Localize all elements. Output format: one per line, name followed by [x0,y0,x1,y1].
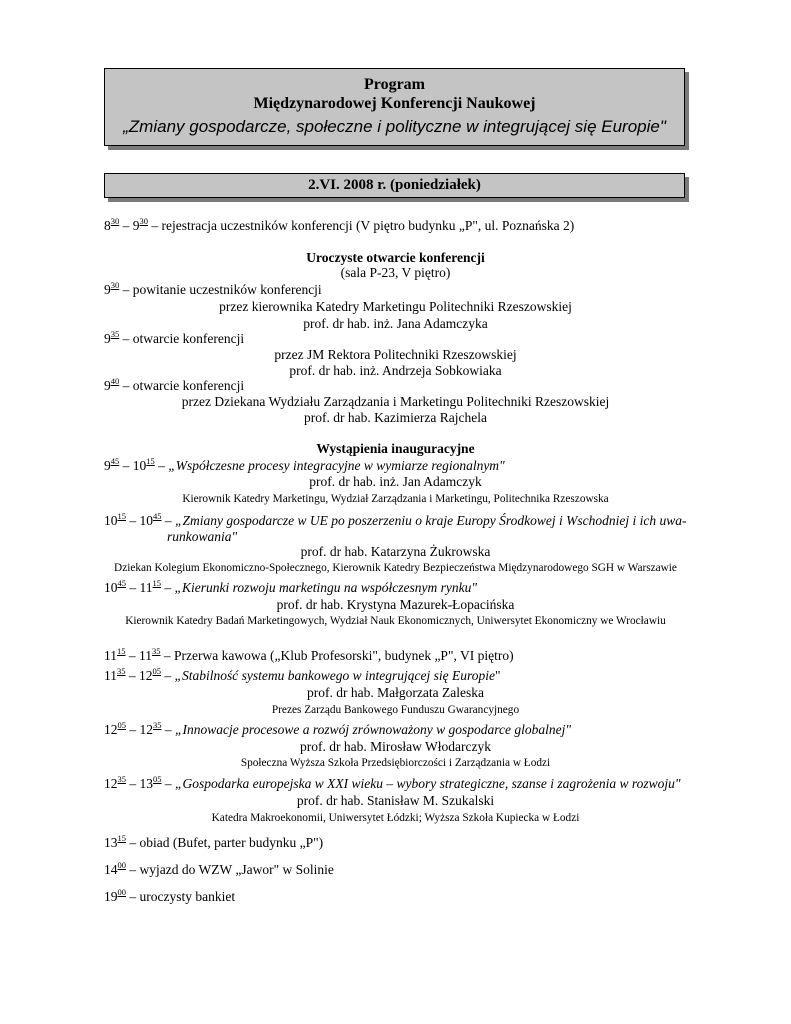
talk-title: „Kierunki rozwoju marketingu na współczesnym rynku" [174,580,478,595]
talk-line: $10^{15} - 10^{45}$ – „Zmiany gospodarcze w UE po poszerzeniu o kraje Europy Środkowej i Wschodniej i ich uwa- [104,511,687,528]
schedule-person: prof. dr hab. Kazimierza Rajchela [304,410,487,425]
talk-title: „Współczesne procesy integracyjne w wymiarze regionalnym" [168,458,505,473]
talk-line: $12^{05} - 12^{35}$ – „Innowacje procesowe a rozwój zrównoważony w gospodarce globalnej" [104,720,572,737]
talk-title: „Stabilność systemu bankowego w integrującej się Europie [174,668,495,683]
schedule-item: $9^{40}$ – otwarcie konferencji [104,376,245,393]
talk-speaker: prof. dr hab. Stanisław M. Szukalski [296,793,495,808]
date-banner-text: 2.VI. 2008 r. (poniedziałek) [308,177,481,193]
talk-line: $12^{35} - 13^{05}$ – „Gospodarka europejska w XXI wieku – wybory strategiczne, szanse i zagrożenia w rozwoju" [104,774,681,791]
conference-name: Międzynarodowej Konferencji Naukowej [253,95,536,112]
talk-affiliation: Katedra Makroekonomii, Uniwersytet Łódzki; Wyższa Szkoła Kupiecka w Łodzi [211,812,580,824]
talk-speaker: prof. dr hab. Katarzyna Żukrowska [300,544,491,559]
talk-affiliation: Społeczna Wyższa Szkoła Przedsiębiorczości i Zarządzania w Łodzi [240,757,551,769]
talk-line: $9^{45} - 10^{15}$ – „Współczesne procesy integracyjne w wymiarze regionalnym" [104,456,505,473]
schedule-item: $19^{00}$ – uroczysty bankiet [104,887,236,904]
talk-affiliation: Prezes Zarządu Bankowego Funduszu Gwarancyjnego [271,704,520,716]
schedule-by: przez JM Rektora Politechniki Rzeszowskiej [274,347,517,362]
talk-title: „Innowacje procesowe a rozwój zrównoważony w gospodarce globalnej" [175,722,572,737]
schedule-item: $9^{30}$ – powitanie uczestników konferencji [104,280,322,297]
schedule-item: $9^{35}$ – otwarcie konferencji [104,329,245,346]
talk-affiliation: Dziekan Kolegium Ekonomiczno-Społecznego, Kierownik Katedry Bezpieczeństwa Międzynarodowego SGH w Warszawie [114,562,677,574]
schedule-item: $14^{00}$ – wyjazd do WZW „Jawor" w Solinie [104,860,334,877]
schedule-by: przez Dziekana Wydziału Zarządzania i Marketingu Politechniki Rzeszowskiej [181,394,610,409]
schedule-by: przez kierownika Katedry Marketingu Politechniki Rzeszowskiej [219,299,572,314]
talk-speaker: prof. dr hab. Krystyna Mazurek-Łopacińska [276,597,515,612]
talk-line: $10^{45} - 11^{15}$ – „Kierunki rozwoju marketingu na współczesnym rynku" [104,578,478,595]
program-title: Program [363,76,425,93]
opening-room: (sala P-23, V piętro) [340,265,451,280]
schedule-item: $13^{15}$ – obiad (Bufet, parter budynku „P") [104,833,324,850]
talk-speaker: prof. dr hab. inż. Jan Adamczyk [309,474,482,489]
schedule-person: prof. dr hab. inż. Jana Adamczyka [303,316,488,331]
talk-title: „Gospodarka europejska w XXI wieku – wybory strategiczne, szanse i zagrożenia w rozwoju" [175,776,681,791]
talk-line: $11^{35} - 12^{05}$ – „Stabilność systemu bankowego w integrującej się Europie" [104,666,501,683]
conference-theme: „Zmiany gospodarcze, społeczne i polityczne w integrującej się Europie" [123,117,666,136]
inaugural-title: Wystąpienia inauguracyjne [316,441,475,456]
talk-title-continued: runkowania" [167,529,238,544]
coffee-break-line: $11^{15} - 11^{35}$ – Przerwa kawowa („Klub Profesorski", budynek „P", VI piętro) [104,646,514,663]
talk-title: „Zmiany gospodarcze w UE po poszerzeniu o kraje Europy Środkowej i Wschodniej i ich uwa- [175,513,687,528]
talk-speaker: prof. dr hab. Małgorzata Zaleska [307,685,484,700]
registration-line: $8^{30} - 9^{30}$ – rejestracja uczestników konferencji (V piętro budynku „P", ul. Poznańska 2) [104,216,575,233]
talk-affiliation: Kierownik Katedry Badań Marketingowych, Wydział Nauk Ekonomicznych, Uniwersytet Ekonomiczny we Wrocławiu [125,615,666,627]
talk-speaker: prof. dr hab. Mirosław Włodarczyk [300,739,491,754]
date-banner [104,173,685,198]
program-header-box [104,68,685,146]
talk-affiliation: Kierownik Katedry Marketingu, Wydział Zarządzania i Marketingu, Politechnika Rzeszowska [182,493,609,505]
opening-title: Uroczyste otwarcie konferencji [306,250,485,265]
schedule-person: prof. dr hab. inż. Andrzeja Sobkowiaka [289,363,502,378]
